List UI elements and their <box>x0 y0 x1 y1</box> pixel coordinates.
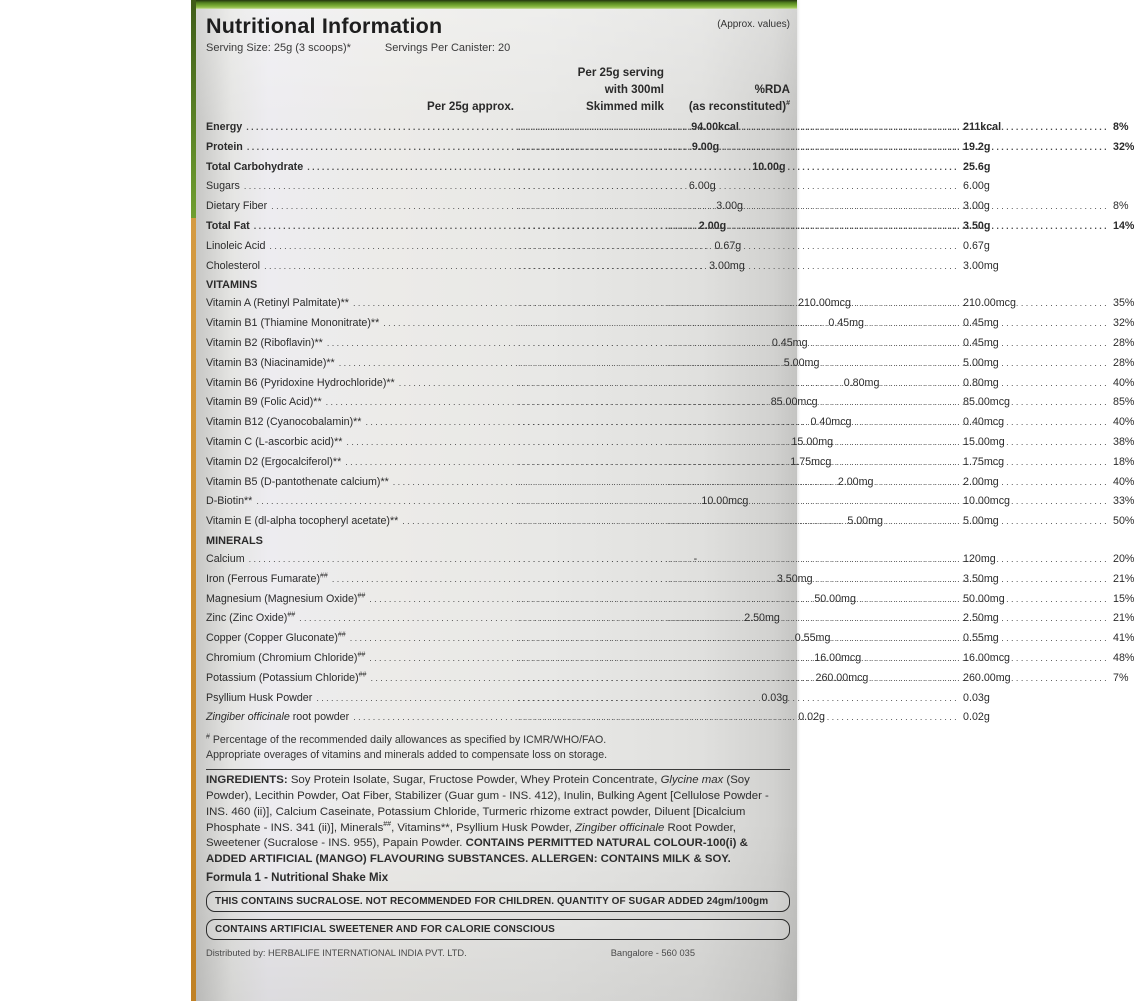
value-per-25g: 6.00g <box>688 180 716 193</box>
table-row <box>206 413 1134 433</box>
row-label: Total Fat <box>206 219 250 232</box>
value-rda: 38% <box>1113 435 1134 448</box>
table-row <box>206 550 1134 570</box>
table-row <box>206 649 1134 669</box>
value-per-25g: 210.00mcg <box>798 297 851 310</box>
dotted-leader <box>664 354 1113 374</box>
value-per-25g: 5.00mg <box>783 356 820 369</box>
value-per-25g: 1.75mcg <box>790 455 832 468</box>
dotted-leader <box>514 257 963 277</box>
value-with-milk: 15.00mg <box>963 435 1005 448</box>
nutrition-label <box>196 0 1134 1001</box>
table-row <box>206 570 1134 590</box>
table-row <box>206 177 990 197</box>
value-rda: 32% <box>1113 317 1134 330</box>
table-row <box>206 433 1134 453</box>
value-rda: 14% <box>1113 219 1134 232</box>
table-row <box>206 138 1134 158</box>
value-per-25g: 2.00mg <box>837 475 874 488</box>
ingredient-segment: CONTAINS PERMITTED NATURAL COLOUR-100(i) & ADDED ARTIFICIAL (MANGO) FLAVOURING SUBSTANCES. ALLERGEN: CONTAINS MILK & SOY. <box>206 837 748 866</box>
col-header-with-milk: Per 25g serving with 300ml Skimmed milk <box>577 66 664 113</box>
value-per-25g: 0.03g <box>761 691 789 704</box>
table-row <box>206 492 1134 512</box>
dotted-leader <box>664 334 1113 354</box>
table-row <box>206 354 1134 374</box>
value-per-25g: 15.00mg <box>791 435 834 448</box>
value-with-milk: 210.00mcg <box>963 297 1016 310</box>
value-with-milk: 3.50mg <box>963 572 999 585</box>
distributor-city: Bangalore - 560 035 <box>610 947 695 958</box>
value-per-25g: 3.50mg <box>776 572 813 585</box>
value-rda: 15% <box>1113 592 1134 605</box>
ingredient-segment: Root Powder, Sweetener (Sucralose - INS. 955), Papain Powder. <box>206 821 736 850</box>
row-label: Vitamin B2 (Riboflavin)** <box>206 336 323 349</box>
row-label: Zingiber officinale root powder <box>206 711 350 724</box>
dotted-leader <box>664 433 1113 453</box>
row-label: Zinc (Zinc Oxide)## <box>206 611 296 625</box>
row-label: Linoleic Acid <box>206 239 266 252</box>
serving-info <box>206 42 790 54</box>
table-row <box>206 689 990 709</box>
table-row <box>206 158 991 178</box>
value-per-25g: 5.00mg <box>847 515 883 528</box>
value-with-milk: 260.00mg <box>963 671 1011 684</box>
page-title: Nutritional Information <box>206 14 443 38</box>
value-with-milk: 0.02g <box>963 711 990 724</box>
value-per-25g: 0.80mg <box>843 376 880 389</box>
dotted-leader <box>664 492 1113 512</box>
row-label: D-Biotin** <box>206 495 253 508</box>
value-per-25g: 3.00g <box>716 200 743 213</box>
dotted-leader <box>664 473 1113 493</box>
value-rda: 8% <box>1113 121 1129 133</box>
row-label: Cholesterol <box>206 259 261 272</box>
value-with-milk: 0.45mg <box>963 317 999 330</box>
value-per-25g: 85.00mcg <box>770 396 818 409</box>
section-header: VITAMINS <box>206 279 258 292</box>
dotted-leader <box>664 629 1113 649</box>
value-with-milk: 5.00mg <box>963 515 999 528</box>
row-label: Total Carbohydrate <box>206 160 304 173</box>
dotted-leader <box>664 609 1113 629</box>
value-rda: 33% <box>1113 495 1134 508</box>
value-rda: 21% <box>1113 612 1134 625</box>
dotted-leader <box>664 294 1113 314</box>
row-label: Dietary Fiber <box>206 200 268 213</box>
table-row <box>206 453 1134 473</box>
row-label: Vitamin B5 (D-pantothenate calcium)** <box>206 475 389 488</box>
value-per-25g: 10.00mcg <box>701 495 749 508</box>
row-label: Magnesium (Magnesium Oxide)## <box>206 591 366 605</box>
col-header-rda: %RDA (as reconstituted)# <box>688 83 790 113</box>
row-label: Vitamin B9 (Folic Acid)** <box>206 396 322 409</box>
value-rda: 48% <box>1113 651 1134 664</box>
table-row <box>206 590 1134 610</box>
dotted-leader <box>664 197 1113 217</box>
row-label: Vitamin B3 (Niacinamide)** <box>206 356 335 369</box>
table-row <box>206 237 990 257</box>
value-with-milk: 0.80mg <box>963 376 999 389</box>
label-header <box>206 9 790 39</box>
dotted-leader <box>664 550 1113 570</box>
value-with-milk: 50.00mg <box>963 592 1005 605</box>
value-with-milk: 10.00mcg <box>963 495 1010 508</box>
value-per-25g: 0.67g <box>714 239 742 252</box>
row-label: Vitamin B12 (Cyanocobalamin)** <box>206 416 362 429</box>
value-with-milk: 0.45mg <box>963 336 999 349</box>
value-with-milk: 85.00mcg <box>963 396 1010 409</box>
value-per-25g: 2.00g <box>698 219 727 232</box>
value-with-milk: 2.00mg <box>963 475 999 488</box>
row-label: Potassium (Potassium Chloride)## <box>206 671 367 684</box>
value-rda: 28% <box>1113 336 1134 349</box>
value-per-25g: 10.00g <box>752 160 786 173</box>
table-row <box>206 374 1134 394</box>
divider-line <box>206 769 790 770</box>
ingredient-segment: , Psyllium Husk Powder, <box>449 821 576 834</box>
row-label: Vitamin B1 (Thiamine Mononitrate)** <box>206 317 380 330</box>
dotted-leader <box>664 314 1113 334</box>
dotted-leader <box>664 590 1113 610</box>
table-row <box>206 669 1129 689</box>
can-edge-orange <box>191 218 196 1001</box>
value-with-milk: 6.00g <box>963 180 990 193</box>
row-label: Vitamin C (L-ascorbic acid)** <box>206 435 343 448</box>
serving-size: Serving Size: 25g (3 scoops)* <box>206 42 351 54</box>
ingredient-segment: ## <box>383 820 392 828</box>
formula-name: Formula 1 - Nutritional Shake Mix <box>206 871 389 884</box>
dotted-leader <box>664 512 1113 532</box>
row-label: Vitamin B6 (Pyridoxine Hydrochloride)** <box>206 376 395 389</box>
green-band <box>196 0 797 9</box>
value-with-milk: 19.2g <box>963 140 991 153</box>
approx-values-note: (Approx. values) <box>717 19 790 30</box>
value-per-25g: 94.00kcal <box>691 121 739 133</box>
value-per-25g: 9.00g <box>691 140 720 153</box>
value-rda: 40% <box>1113 376 1134 389</box>
value-with-milk: 16.00mcg <box>963 651 1010 664</box>
row-label: Vitamin E (dl-alpha tocopheryl acetate)** <box>206 515 399 528</box>
value-per-25g: 16.00mcg <box>814 651 862 664</box>
row-label: Calcium <box>206 552 245 565</box>
nutrition-table <box>206 118 1134 728</box>
dotted-leader <box>514 689 963 709</box>
ingredient-segment: Glycine max <box>660 774 724 787</box>
value-with-milk: 0.55mg <box>963 632 999 645</box>
footnote-rda: # Percentage of the recommended daily allowances as specified by ICMR/WHO/FAO. <box>206 733 607 747</box>
dotted-leader <box>664 669 1113 689</box>
value-with-milk: 211kcal <box>963 121 1002 133</box>
row-label: Vitamin A (Retinyl Palmitate)** <box>206 297 349 310</box>
value-with-milk: 1.75mcg <box>963 455 1005 468</box>
table-row <box>206 393 1134 413</box>
value-with-milk: 0.03g <box>963 691 990 704</box>
value-with-milk: 3.00mg <box>963 259 999 272</box>
servings-per-canister: Servings Per Canister: 20 <box>384 42 511 54</box>
dotted-leader <box>664 393 1113 413</box>
table-row <box>206 294 1134 314</box>
value-with-milk: 3.50g <box>963 219 991 232</box>
value-per-25g: 0.02g <box>798 711 825 724</box>
value-with-milk: 0.67g <box>963 239 990 252</box>
value-rda: 8% <box>1113 200 1129 213</box>
ingredients-text <box>206 773 790 868</box>
dotted-leader <box>664 570 1113 590</box>
table-row <box>206 118 1129 138</box>
table-row <box>206 197 1129 217</box>
dotted-leader <box>514 708 963 728</box>
value-per-25g: 260.00mcg <box>815 671 869 684</box>
table-row <box>206 334 1134 354</box>
row-label: Vitamin D2 (Ergocalciferol)** <box>206 455 342 468</box>
row-label: Iron (Ferrous Fumarate)## <box>206 572 328 585</box>
value-rda: 7% <box>1113 671 1129 684</box>
value-with-milk: 25.6g <box>963 160 991 173</box>
value-per-25g: - <box>693 552 698 565</box>
row-label: Copper (Copper Gluconate)## <box>206 631 346 645</box>
value-rda: 40% <box>1113 475 1134 488</box>
column-headers <box>206 64 790 115</box>
ingredient-segment: Soy Protein Isolate, Sugar, Fructose Powder, Whey Protein Concentrate, <box>290 774 661 787</box>
value-with-milk: 2.50mg <box>963 612 999 625</box>
value-per-25g: 0.40mcg <box>810 416 852 429</box>
table-row <box>206 257 999 277</box>
table-row <box>206 609 1134 629</box>
sweetener-warning-box: CONTAINS ARTIFICIAL SWEETENER AND FOR CALORIE CONSCIOUS <box>206 919 790 940</box>
distributor-text: Distributed by: HERBALIFE INTERNATIONAL INDIA PVT. LTD. <box>206 947 467 958</box>
ingredient-segment: INGREDIENTS: <box>206 774 291 787</box>
value-rda: 35% <box>1113 297 1134 310</box>
value-with-milk: 120mg <box>963 552 996 565</box>
value-rda: 18% <box>1113 455 1134 468</box>
table-row <box>206 473 1134 493</box>
value-rda: 28% <box>1113 356 1134 369</box>
row-label: Protein <box>206 140 243 153</box>
dotted-leader <box>664 374 1113 394</box>
distributor-line <box>206 948 790 958</box>
ingredient-segment: Zingiber officinale <box>575 821 665 834</box>
value-with-milk: 5.00mg <box>963 356 999 369</box>
value-per-25g: 0.45mg <box>828 317 864 330</box>
dotted-leader <box>664 453 1113 473</box>
value-per-25g: 0.45mg <box>771 336 808 349</box>
value-per-25g: 3.00mg <box>709 259 745 272</box>
table-row <box>206 217 1134 237</box>
value-rda: 40% <box>1113 416 1134 429</box>
ingredient-segment: , Vitamins <box>391 821 441 834</box>
table-row <box>206 314 1134 334</box>
value-with-milk: 0.40mcg <box>963 416 1005 429</box>
value-rda: 20% <box>1113 552 1134 565</box>
value-per-25g: 50.00mg <box>814 592 856 605</box>
ingredient-segment: (Soy Powder), Lecithin Powder, Oat Fiber, Stabilizer (Guar gum - INS. 412), Inulin, Bulking Agent [Cellulose Powder - INS. 460 (ii)], Calcium Caseinate, Potassium Chloride, Turmeric rhizome extract powder, Diluent [Dicalcium Phosphate - INS. 341 (ii)], Minerals <box>206 774 769 834</box>
can-edge-green <box>191 0 196 218</box>
label-content <box>206 9 1134 958</box>
section-header: MINERALS <box>206 534 263 547</box>
sucralose-warning-box: THIS CONTAINS SUCRALOSE. NOT RECOMMENDED FOR CHILDREN. QUANTITY OF SUGAR ADDED 24gm/100gm <box>206 891 790 912</box>
value-rda: 32% <box>1113 140 1134 153</box>
value-with-milk: 3.00g <box>963 200 990 213</box>
col-header-per-25g: Per 25g approx. <box>427 100 514 113</box>
value-rda: 21% <box>1113 572 1134 585</box>
value-rda: 50% <box>1113 515 1134 528</box>
footnotes <box>206 733 790 763</box>
dotted-leader <box>664 413 1113 433</box>
value-rda: 85% <box>1113 396 1134 409</box>
dotted-leader <box>664 138 1113 158</box>
dotted-leader <box>514 177 963 197</box>
table-row <box>206 512 1134 532</box>
row-label: Chromium (Chromium Chloride)## <box>206 651 366 664</box>
value-rda: 41% <box>1113 632 1134 645</box>
dotted-leader <box>514 237 963 257</box>
row-label: Energy <box>206 121 243 133</box>
dotted-leader <box>664 217 1113 237</box>
value-per-25g: 0.55mg <box>794 632 831 645</box>
footnote-overages: Appropriate overages of vitamins and minerals added to compensate loss on storage. <box>206 749 608 762</box>
dotted-leader <box>514 158 963 178</box>
dotted-leader <box>664 118 1113 138</box>
ingredient-segment: ** <box>440 821 450 834</box>
row-label: Psyllium Husk Powder <box>206 691 313 704</box>
value-per-25g: 2.50mg <box>744 612 780 625</box>
dotted-leader <box>664 649 1113 669</box>
table-row <box>206 629 1134 649</box>
table-row <box>206 708 990 728</box>
row-label: Sugars <box>206 180 240 193</box>
